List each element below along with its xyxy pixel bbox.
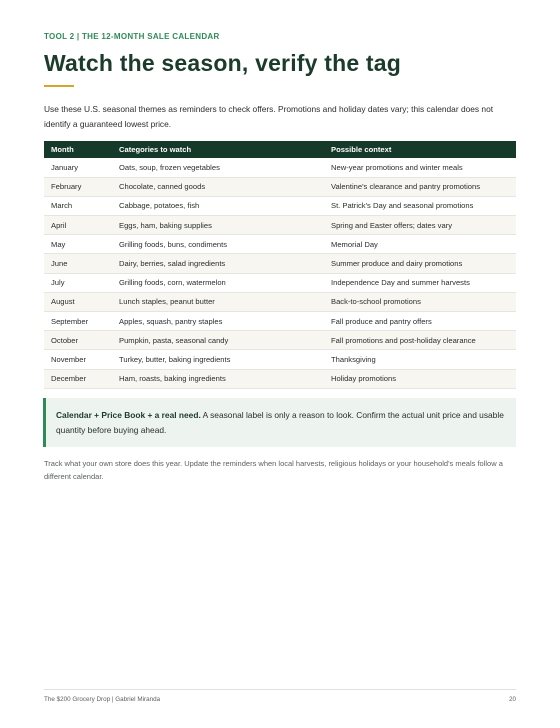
cell-month: February	[44, 177, 112, 196]
column-header-categories: Categories to watch	[112, 141, 324, 158]
table-row	[44, 254, 516, 273]
cell-categories: Oats, soup, frozen vegetables	[112, 158, 324, 177]
page-number: 20	[508, 696, 516, 703]
callout-text: A seasonal label is only a reason to look. Confirm the actual unit price and usable quantity before buying ahead.	[56, 410, 504, 435]
callout-box	[43, 398, 516, 447]
table-row	[44, 350, 516, 369]
table-row	[44, 177, 516, 196]
cell-categories: Cabbage, potatoes, fish	[112, 196, 324, 215]
cell-categories: Apples, squash, pantry staples	[112, 312, 324, 331]
cell-context: Valentine's clearance and pantry promotions	[324, 177, 516, 196]
table-header-row	[44, 141, 516, 158]
cell-context: Holiday promotions	[324, 369, 516, 388]
section-kicker: TOOL 2 | THE 12-MONTH SALE CALENDAR	[44, 32, 220, 41]
cell-month: December	[44, 369, 112, 388]
cell-context: Thanksgiving	[324, 350, 516, 369]
cell-context: New-year promotions and winter meals	[324, 158, 516, 177]
cell-categories: Turkey, butter, baking ingredients	[112, 350, 324, 369]
cell-month: April	[44, 216, 112, 235]
cell-categories: Dairy, berries, salad ingredients	[112, 254, 324, 273]
footer-credit: The $200 Grocery Drop | Gabriel Miranda	[44, 696, 161, 703]
cell-categories: Grilling foods, corn, watermelon	[112, 273, 324, 292]
cell-categories: Ham, roasts, baking ingredients	[112, 369, 324, 388]
cell-month: January	[44, 158, 112, 177]
cell-month: October	[44, 331, 112, 350]
cell-categories: Eggs, ham, baking supplies	[112, 216, 324, 235]
cell-context: Fall produce and pantry offers	[324, 312, 516, 331]
cell-month: August	[44, 292, 112, 311]
cell-context: Fall promotions and post-holiday clearance	[324, 331, 516, 350]
cell-month: May	[44, 235, 112, 254]
cell-context: Summer produce and dairy promotions	[324, 254, 516, 273]
table-row	[44, 196, 516, 215]
table-row	[44, 331, 516, 350]
table-row	[44, 216, 516, 235]
table-row	[44, 292, 516, 311]
callout-bold: Calendar + Price Book + a real need.	[56, 410, 201, 420]
cell-month: June	[44, 254, 112, 273]
intro-paragraph: Use these U.S. seasonal themes as reminders to check offers. Promotions and holiday dates vary; this calendar does not identify a guaranteed lowest price.	[44, 104, 494, 129]
cell-context: Back-to-school promotions	[324, 292, 516, 311]
table-body	[44, 158, 516, 388]
cell-categories: Chocolate, canned goods	[112, 177, 324, 196]
table-row	[44, 158, 516, 177]
table-row	[44, 369, 516, 388]
footnote-paragraph: Track what your own store does this year. Update the reminders when local harvests, religious holidays or your household's meals follow a different calendar.	[44, 459, 503, 481]
cell-context: Independence Day and summer harvests	[324, 273, 516, 292]
page-title: Watch the season, verify the tag	[44, 50, 402, 76]
cell-categories: Pumpkin, pasta, seasonal candy	[112, 331, 324, 350]
table-row	[44, 273, 516, 292]
footer-divider	[44, 689, 516, 690]
cell-context: Memorial Day	[324, 235, 516, 254]
column-header-month: Month	[44, 141, 112, 158]
sale-calendar-table	[44, 141, 516, 389]
cell-categories: Lunch staples, peanut butter	[112, 292, 324, 311]
cell-context: St. Patrick's Day and seasonal promotions	[324, 196, 516, 215]
cell-context: Spring and Easter offers; dates vary	[324, 216, 516, 235]
title-underline	[44, 85, 74, 87]
cell-month: September	[44, 312, 112, 331]
cell-month: July	[44, 273, 112, 292]
column-header-context: Possible context	[324, 141, 516, 158]
table-row	[44, 312, 516, 331]
cell-categories: Grilling foods, buns, condiments	[112, 235, 324, 254]
table-row	[44, 235, 516, 254]
cell-month: November	[44, 350, 112, 369]
cell-month: March	[44, 196, 112, 215]
